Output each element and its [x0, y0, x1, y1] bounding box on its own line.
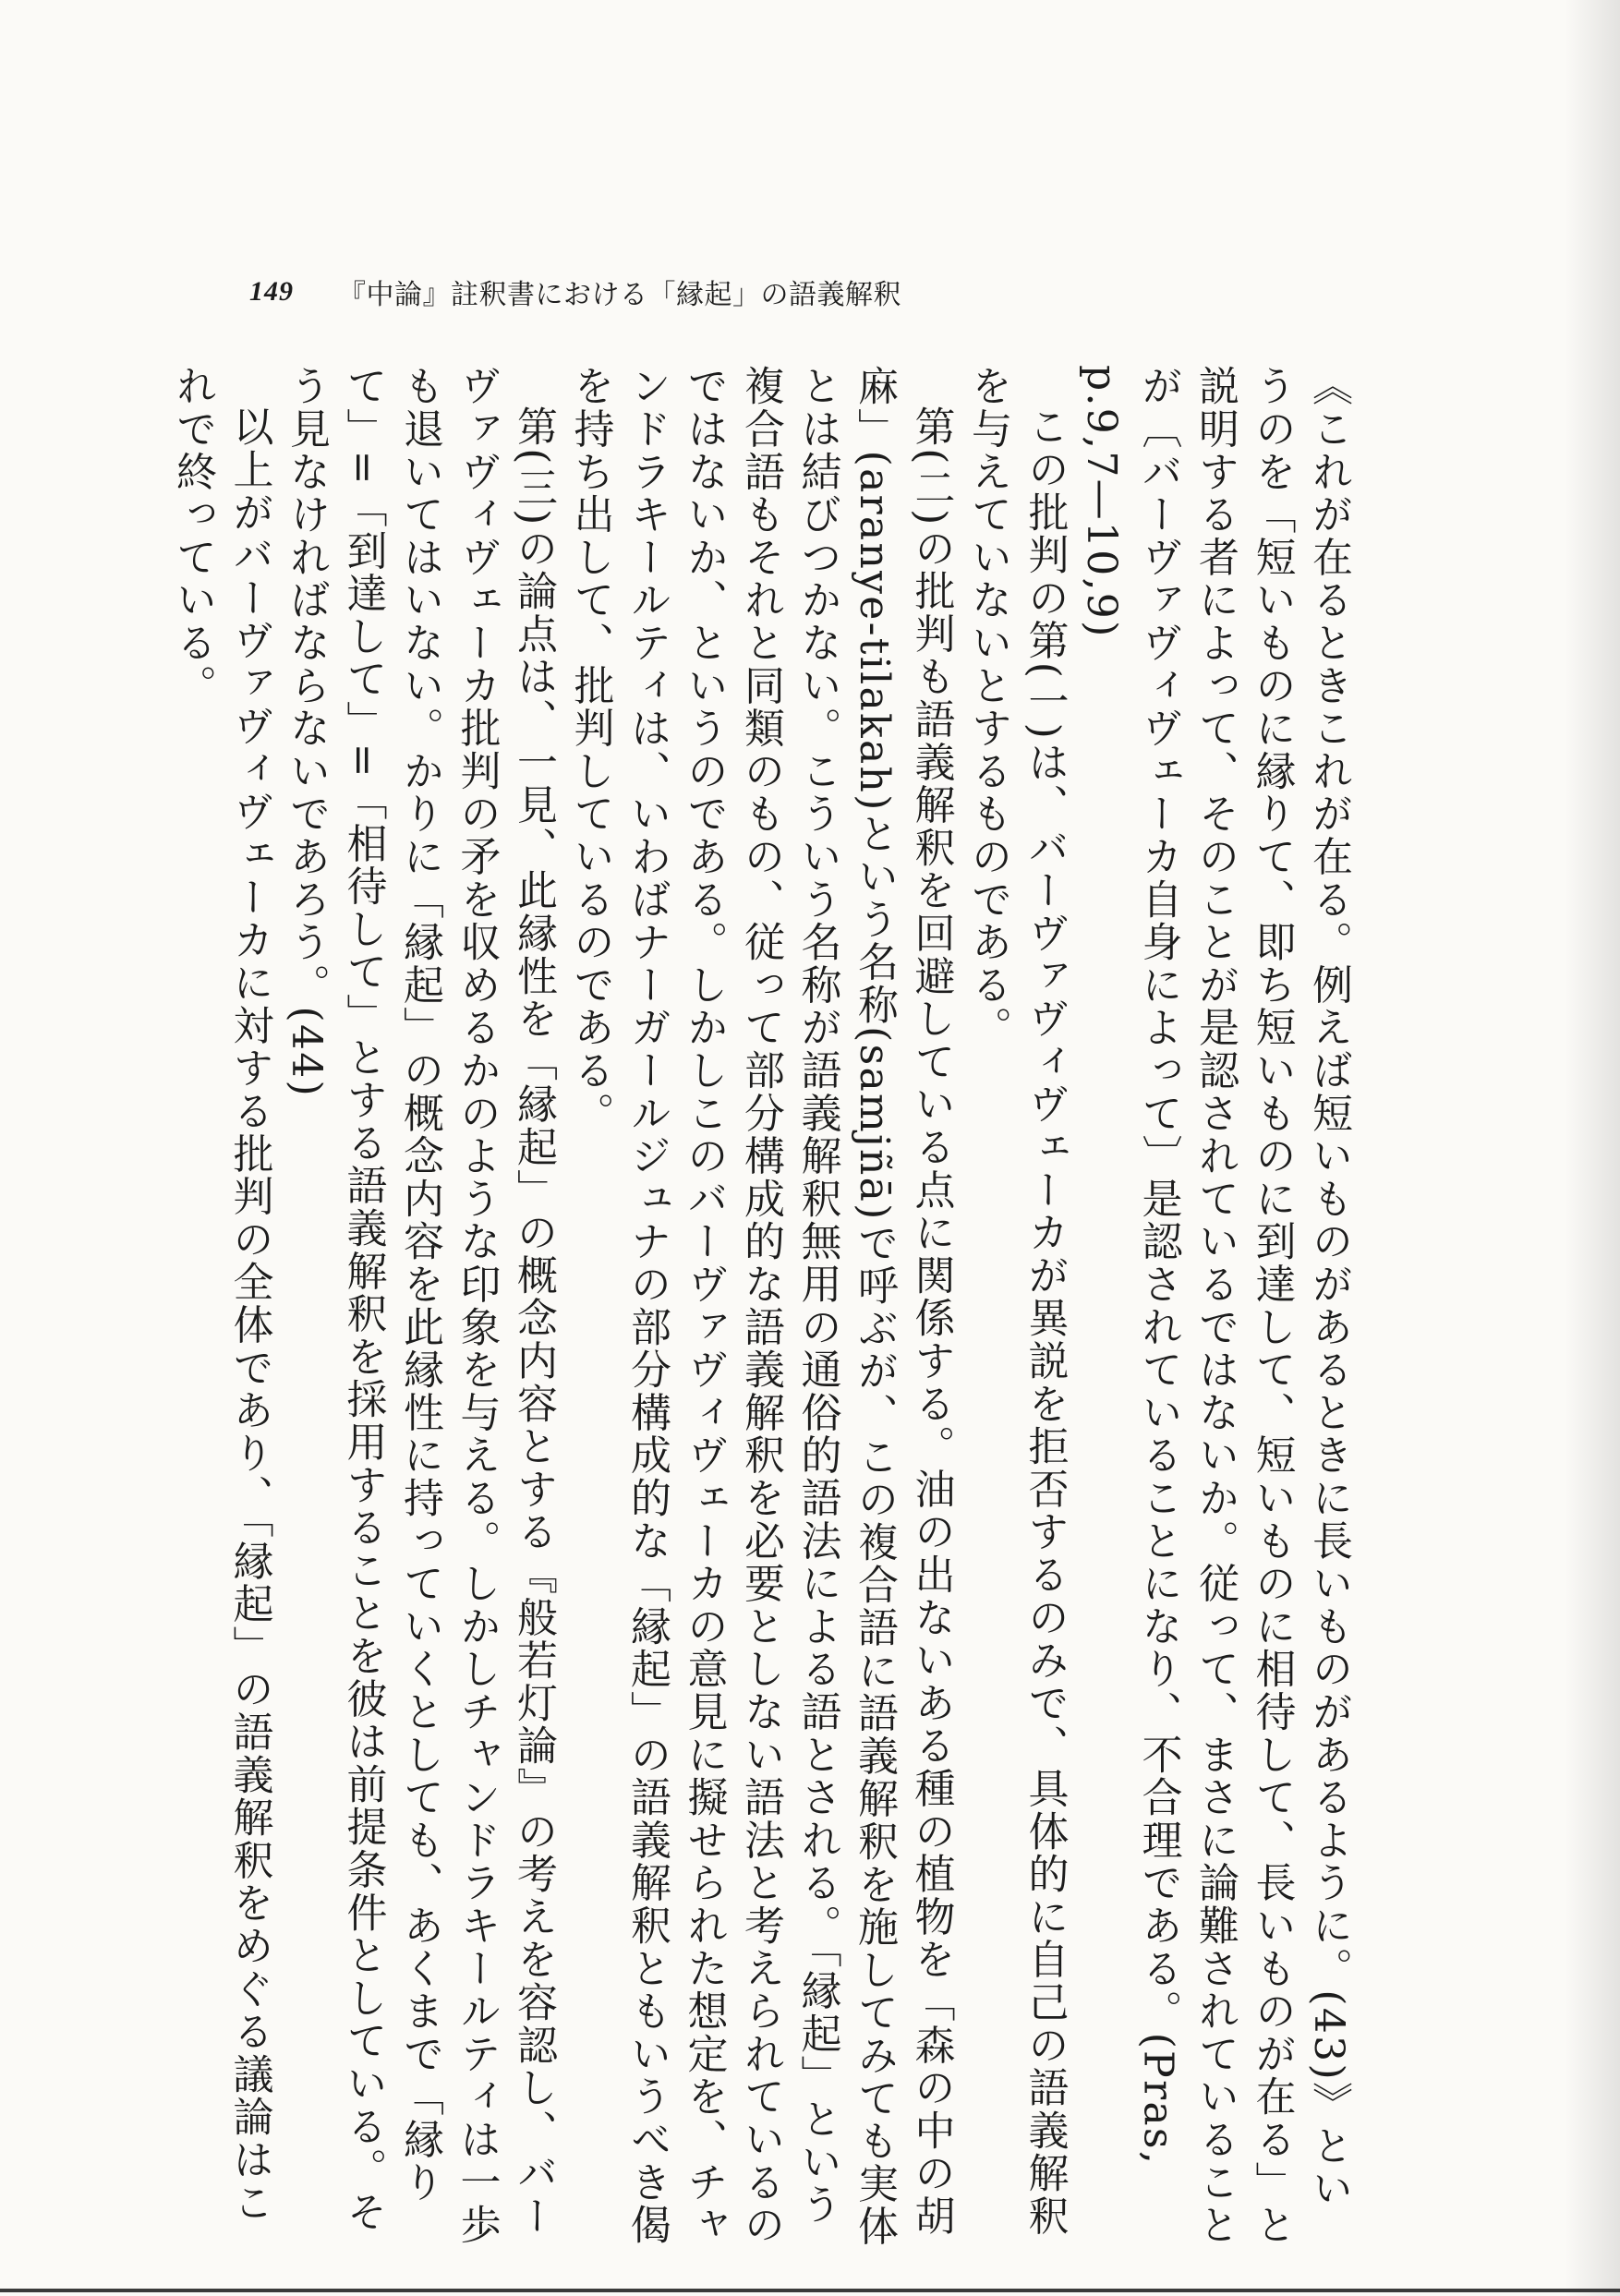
- paragraph-critique-1: この批判の第(一)は、バーヴァヴィヴェーカが異説を拒否するのみで、具体的に自己の語義解釈を与えていないとするものである。: [964, 365, 1069, 2238]
- bottom-rule: [0, 2289, 1620, 2292]
- section-heading-4: [0, 365, 164, 2249]
- running-head: [249, 273, 901, 310]
- running-title: 『中論』註釈書における「縁起」の語義解釈: [338, 279, 901, 311]
- paragraph-critique-3: 第(三)の論点は、一見、此縁性を「縁起」の概念内容とする『般若灯論』の考えを容認し、バーヴァヴィヴェーカ批判の矛を収めるかのような印象を与える。しかしチャンドラキールティは一歩も退いてはいない。かりに「縁起」の概念内容を此縁性に持っていくとしても、あくまで「縁りて」=「到達して」=「相待して」とする語義解釈を採用することを彼は前提条件としている。そう見なければならないであろう。(44): [283, 365, 557, 2247]
- page-number: 149: [249, 276, 294, 307]
- paragraph-quote-continuation: 《これが在るときこれが在る。例えば短いものがあるときに長いものがあるように。(43)》というのを「短いものに縁りて、即ち短いものに到達して、短いものに相待して、長いものが在る」と説明する者によって、そのことが是認されているではないか。従って、まさに論難されていることが〔バーヴァヴィヴェーカ自身によって〕是認されていることになり、不合理である。(Pras, p.9,7—10,9): [1078, 365, 1352, 2247]
- paragraph-critique-2: 第(二)の批判も語義解釈を回避している点に関係する。油の出ないある種の植物を「森の中の胡麻」(aranye-tilakah)という名称(samjñā)で呼ぶが、この複合語に語義解釈を施してみても実体とは結びつかない。こういう名称が語義解釈無用の通俗的語法による語とされる。「縁起」という複合語もそれと同類のもの、従って部分構成的な語義解釈を必要としない語法と考えられているのではないか、というのである。しかしこのバーヴァヴィヴェーカの意見に擬せられた想定を、チャンドラキールティは、いわばナーガールジュナの部分構成的な「縁起」の語義解釈ともいうべき偈を持ち出して、批判しているのである。: [566, 365, 955, 2248]
- page-edge-shadow: [1565, 0, 1620, 2296]
- vertical-body-text: [169, 365, 1357, 2249]
- paragraph-summary: 以上がバーヴァヴィヴェーカに対する批判の全体であり、「縁起」の語義解釈をめぐる議論はこれで終っている。: [169, 365, 273, 2224]
